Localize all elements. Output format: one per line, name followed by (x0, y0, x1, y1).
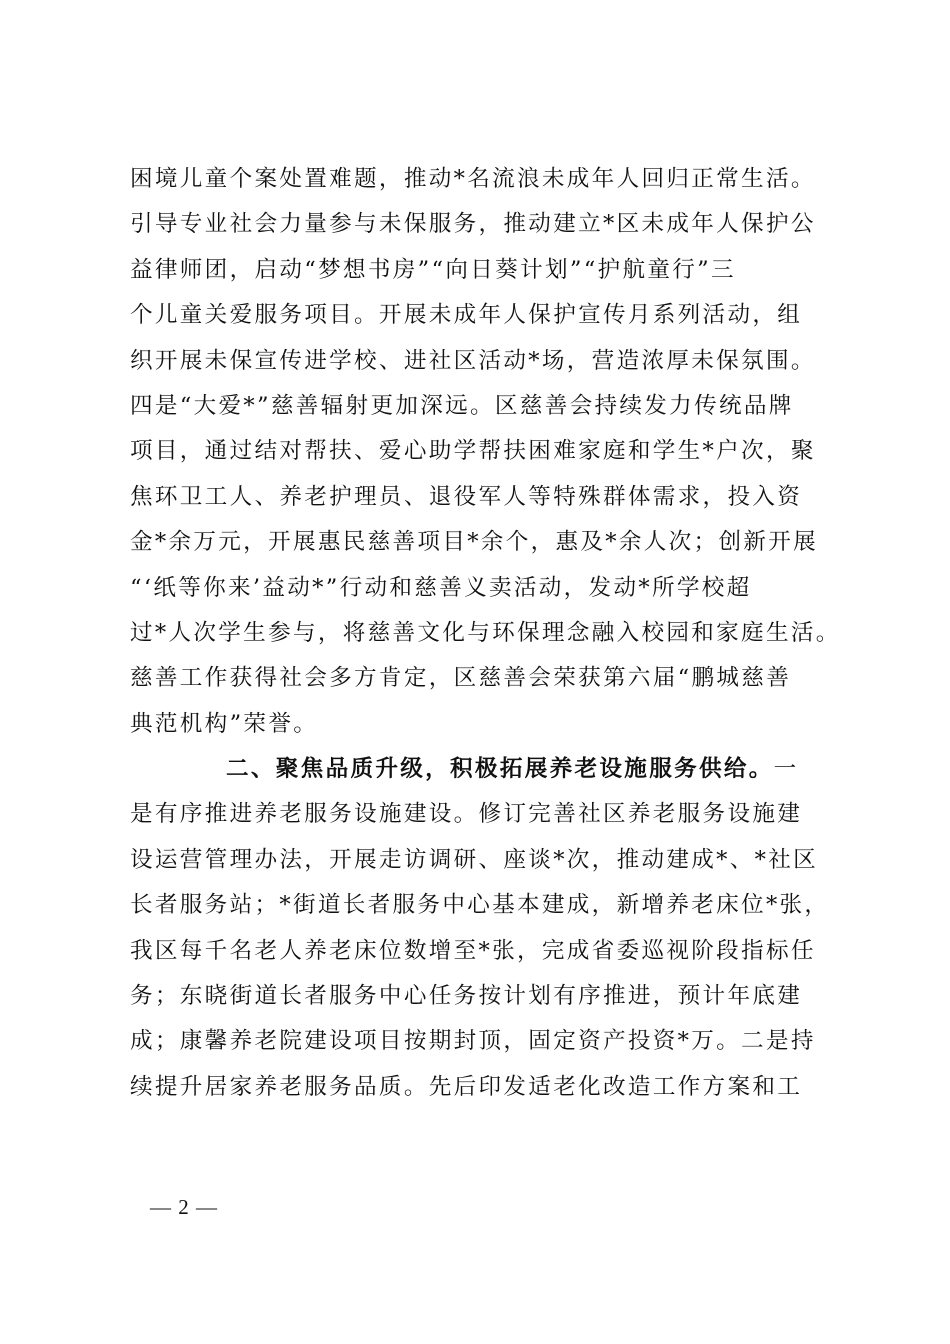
text-line: 益律师团，启动“梦想书房”“向日葵计划”“护航童行”三 (130, 256, 736, 283)
text-line: 续提升居家养老服务品质。先后印发适老化改造工作方案和工 (130, 1073, 803, 1100)
text-line: 设运营管理办法，开展走访调研、座谈*次，推动建成*、*社区 (130, 846, 819, 873)
text-line: 是有序推进养老服务设施建设。修订完善社区养老服务设施建 (130, 801, 803, 828)
text-line: 长者服务站；*街道长者服务中心基本建成，新增养老床位*张， (130, 892, 830, 919)
text-line: 四是“大爱*”慈善辐射更加深远。区慈善会持续发力传统品牌 (130, 392, 794, 419)
text-line: 我区每千名老人养老床位数增至*张，完成省委巡视阶段指标任 (130, 937, 816, 964)
text-line: 成；康馨养老院建设项目按期封顶，固定资产投资*万。二是持 (130, 1028, 816, 1055)
text-line: 过*人次学生参与，将慈善文化与环保理念融入校园和家庭生活。 (130, 619, 841, 646)
document-body (130, 157, 841, 1110)
text-line: 焦环卫工人、养老护理员、退役军人等特殊群体需求，投入资 (130, 483, 803, 510)
text-line: 慈善工作获得社会多方肯定，区慈善会荣获第六届“鹏城慈善 (130, 665, 792, 692)
text-line: 务；东晓街道长者服务中心任务按计划有序推进，预计年底建 (130, 983, 803, 1010)
section-heading-line (130, 747, 830, 792)
text-line: 典范机构”荣誉。 (130, 710, 319, 737)
section-heading: 二、聚焦品质升级，积极拓展养老设施服务供给。 (226, 756, 774, 783)
text-line: 金*余万元，开展惠民慈善项目*余个，惠及*余人次；创新开展 (130, 529, 819, 556)
text-line: 引导专业社会力量参与未保服务，推动建立*区未成年人保护公 (130, 211, 816, 238)
text-line: 项目，通过结对帮扶、爱心助学帮扶困难家庭和学生*户次，聚 (130, 438, 816, 465)
section-heading-tail: 一 (773, 756, 799, 783)
text-line: 织开展未保宣传进学校、进社区活动*场，营造浓厚未保氛围。 (130, 347, 816, 374)
text-line: “‘纸等你来’益动*”行动和慈善义卖活动，发动*所学校超 (130, 574, 752, 601)
text-line: 个儿童关爱服务项目。开展未成年人保护宣传月系列活动，组 (130, 302, 803, 329)
page-number: — 2 — (150, 1195, 218, 1219)
text-line: 困境儿童个案处置难题，推动*名流浪未成年人回归正常生活。 (130, 166, 816, 192)
